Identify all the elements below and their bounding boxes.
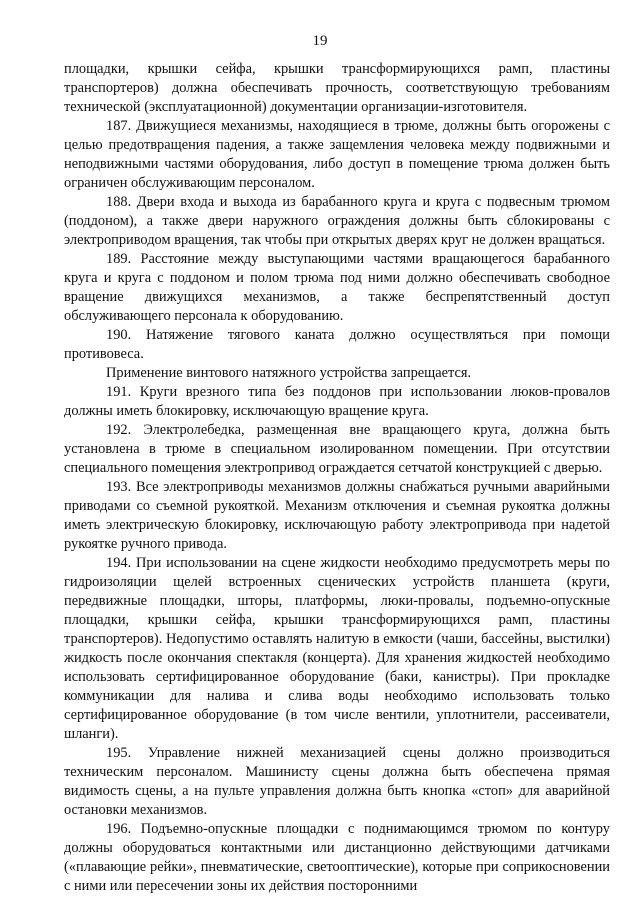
paragraph-193: 193. Все электроприводы механизмов должны снабжаться ручными аварийными приводами со съемной рукояткой. Механизм отключения и съемная рукоятка должны иметь электрическую блокировку, исключающую работу электропривода при надетой рукоятке ручного привода. bbox=[64, 479, 610, 552]
paragraph-196: 196. Подъемно-опускные площадки с поднимающимся трюмом по контуру должны оборудоваться контактными или дистанционно действующими датчиками («плавающие рейки», пневматические, светооптические), которые при соприкосновении с ними или пересечении зоны их действия посторонними bbox=[64, 821, 610, 894]
document-body bbox=[64, 60, 610, 896]
page-number: 19 bbox=[312, 33, 328, 49]
paragraph-continuation: площадки, крышки сейфа, крышки трансформирующихся рамп, пластины транспортеров) должна обеспечивать прочность, соответствующую требованиям технической (эксплуатационной) документации организации-изготовителя. bbox=[64, 61, 610, 115]
paragraph-191: 191. Круги врезного типа без поддонов при использовании люков-провалов должны иметь блокировку, исключающую вращение круга. bbox=[64, 384, 610, 419]
paragraph-190-note: Применение винтового натяжного устройства запрещается. bbox=[106, 365, 472, 381]
paragraph-188: 188. Двери входа и выхода из барабанного круга и круга с подвесным трюмом (поддоном), а также двери наружного ограждения должны быть сблокированы с электроприводом вращения, так чтобы при открытых дверях круг не должен вращаться. bbox=[64, 194, 610, 248]
paragraph-194: 194. При использовании на сцене жидкости необходимо предусмотреть меры по гидроизоляции щелей встроенных сценических устройств планшета (круги, передвижные площадки, шторы, платформы, люки-провалы, подъемно-опускные площадки, крышки сейфа, крышки трансформирующихся рамп, пластины транспортеров). Недопустимо оставлять налитую в емкости (чаши, бассейны, выстилки) жидкость после окончания спектакля (концерта). Для хранения жидкостей необходимо использовать сертифицированное оборудование (баки, канистры). При прокладке коммуникации для налива и слива воды необходимо использовать только сертифицированное оборудование (в том числе вентили, уплотнители, рассеиватели, шланги). bbox=[64, 555, 610, 742]
paragraph-187: 187. Движущиеся механизмы, находящиеся в трюме, должны быть огорожены с целью предотвращения падения, а также защемления человека между подвижными и неподвижными частями оборудования, либо доступ в помещение трюма должен быть ограничен обслуживающим персоналом. bbox=[64, 118, 610, 191]
paragraph-195: 195. Управление нижней механизацией сцены должно производиться техническим персоналом. Машинисту сцены должна быть обеспечена прямая видимость сцены, а на пульте управления должна быть кнопка «стоп» для аварийной остановки механизмов. bbox=[64, 745, 610, 818]
paragraph-190: 190. Натяжение тягового каната должно осуществляться при помощи противовеса. bbox=[64, 327, 610, 362]
paragraph-189: 189. Расстояние между выступающими частями вращающегося барабанного круга и круга с поддоном и полом трюма под ними должно обеспечивать свободное вращение движущихся механизмов, а также беспрепятственный доступ обслуживающего персонала к оборудованию. bbox=[64, 251, 610, 324]
paragraph-192: 192. Электролебедка, размещенная вне вращающего круга, должна быть установлена в трюме в специальном изолированном помещении. При отсутствии специального помещения электропривод ограждается сетчатой конструкцией с дверью. bbox=[64, 422, 610, 476]
